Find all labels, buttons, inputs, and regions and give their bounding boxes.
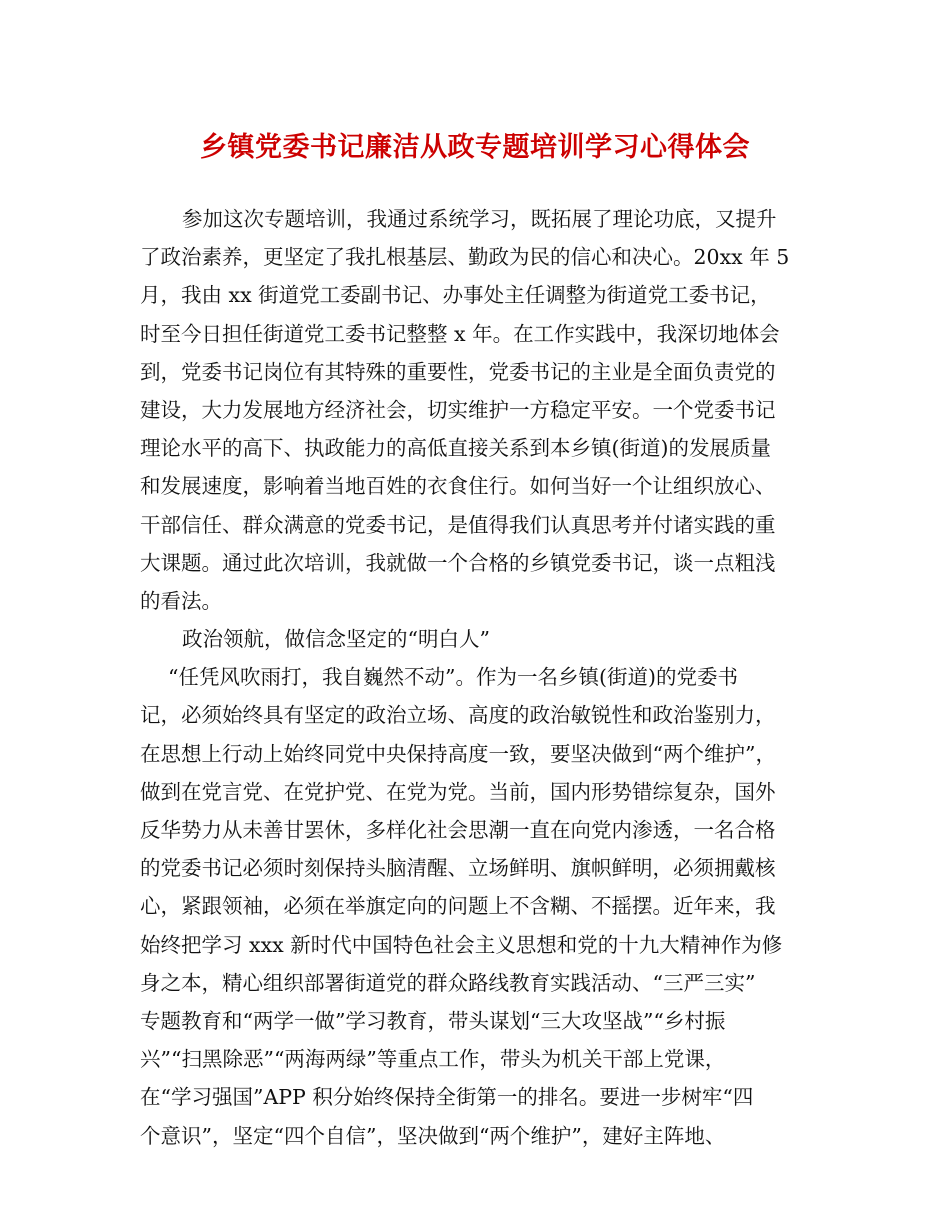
paragraph-line: 到，党委书记岗位有其特殊的重要性，党委书记的主业是全面负责党的 <box>140 359 776 384</box>
paragraph-line: 和发展速度，影响着当地百姓的衣食住行。如何当好一个让组织放心、 <box>140 474 776 499</box>
paragraph-line: 时至今日担任街道党工委书记整整 x 年。在工作实践中，我深切地体会 <box>140 321 780 346</box>
paragraph-line: 心，紧跟领袖，必须在举旗定向的问题上不含糊、不摇摆。近年来，我 <box>140 894 776 919</box>
paragraph-line: 在思想上行动上始终同党中央保持高度一致，要坚决做到“两个维护”， <box>140 741 776 766</box>
paragraph-line: 理论水平的高下、执政能力的高低直接关系到本乡镇(街道)的发展质量 <box>140 436 771 461</box>
paragraph-line: “任凭风吹雨打，我自巍然不动”。作为一名乡镇(街道)的党委书 <box>168 665 738 690</box>
document-body <box>140 200 820 1155</box>
paragraph-line: 干部信任、群众满意的党委书记，是值得我们认真思考并付诸实践的重 <box>140 512 776 537</box>
paragraph-line: 专题教育和“两学一做”学习教育，带头谋划“三大攻坚战”“乡村振 <box>140 1008 726 1033</box>
paragraph-line: 的党委书记必须时刻保持头脑清醒、立场鲜明、旗帜鲜明，必须拥戴核 <box>140 856 776 881</box>
paragraph-line: 在“学习强国”APP 积分始终保持全街第一的排名。要进一步树牢“四 <box>140 1085 754 1110</box>
paragraph-line: 建设，大力发展地方经济社会，切实维护一方稳定平安。一个党委书记 <box>140 397 776 422</box>
paragraph-line: 参加这次专题培训，我通过系统学习，既拓展了理论功底，又提升 <box>182 207 777 231</box>
document-title: 乡镇党委书记廉洁从政专题培训学习心得体会 <box>200 132 750 163</box>
paragraph-line: 月，我由 xx 街道党工委副书记、办事处主任调整为街道党工委书记， <box>140 283 771 308</box>
paragraph-line: 了政治素养，更坚定了我扎根基层、勤政为民的信心和决心。20xx 年 5 <box>140 245 790 270</box>
paragraph-line: 记，必须始终具有坚定的政治立场、高度的政治敏锐性和政治鉴别力， <box>140 703 776 728</box>
paragraph-line: 个意识”，坚定“四个自信”，坚决做到“两个维护”，建好主阵地、 <box>140 1123 726 1148</box>
paragraph-line: 做到在党言党、在党护党、在党为党。当前，国内形势错综复杂，国外 <box>140 779 776 804</box>
paragraph-line: 兴”“扫黑除恶”“两海两绿”等重点工作，带头为机关干部上党课， <box>140 1047 726 1072</box>
paragraph-line: 反华势力从未善甘罢休，多样化社会思潮一直在向党内渗透，一名合格 <box>140 818 776 842</box>
paragraph-line: 的看法。 <box>140 588 222 613</box>
paragraph-line: 始终把学习 xxx 新时代中国特色社会主义思想和党的十九大精神作为修 <box>140 932 783 957</box>
section-heading: 政治领航，做信念坚定的“明白人” <box>182 627 490 652</box>
paragraph-line: 身之本，精心组织部署街道党的群众路线教育实践活动、“三严三实” <box>140 970 756 995</box>
paragraph-line: 大课题。通过此次培训，我就做一个合格的乡镇党委书记，谈一点粗浅 <box>140 550 776 575</box>
